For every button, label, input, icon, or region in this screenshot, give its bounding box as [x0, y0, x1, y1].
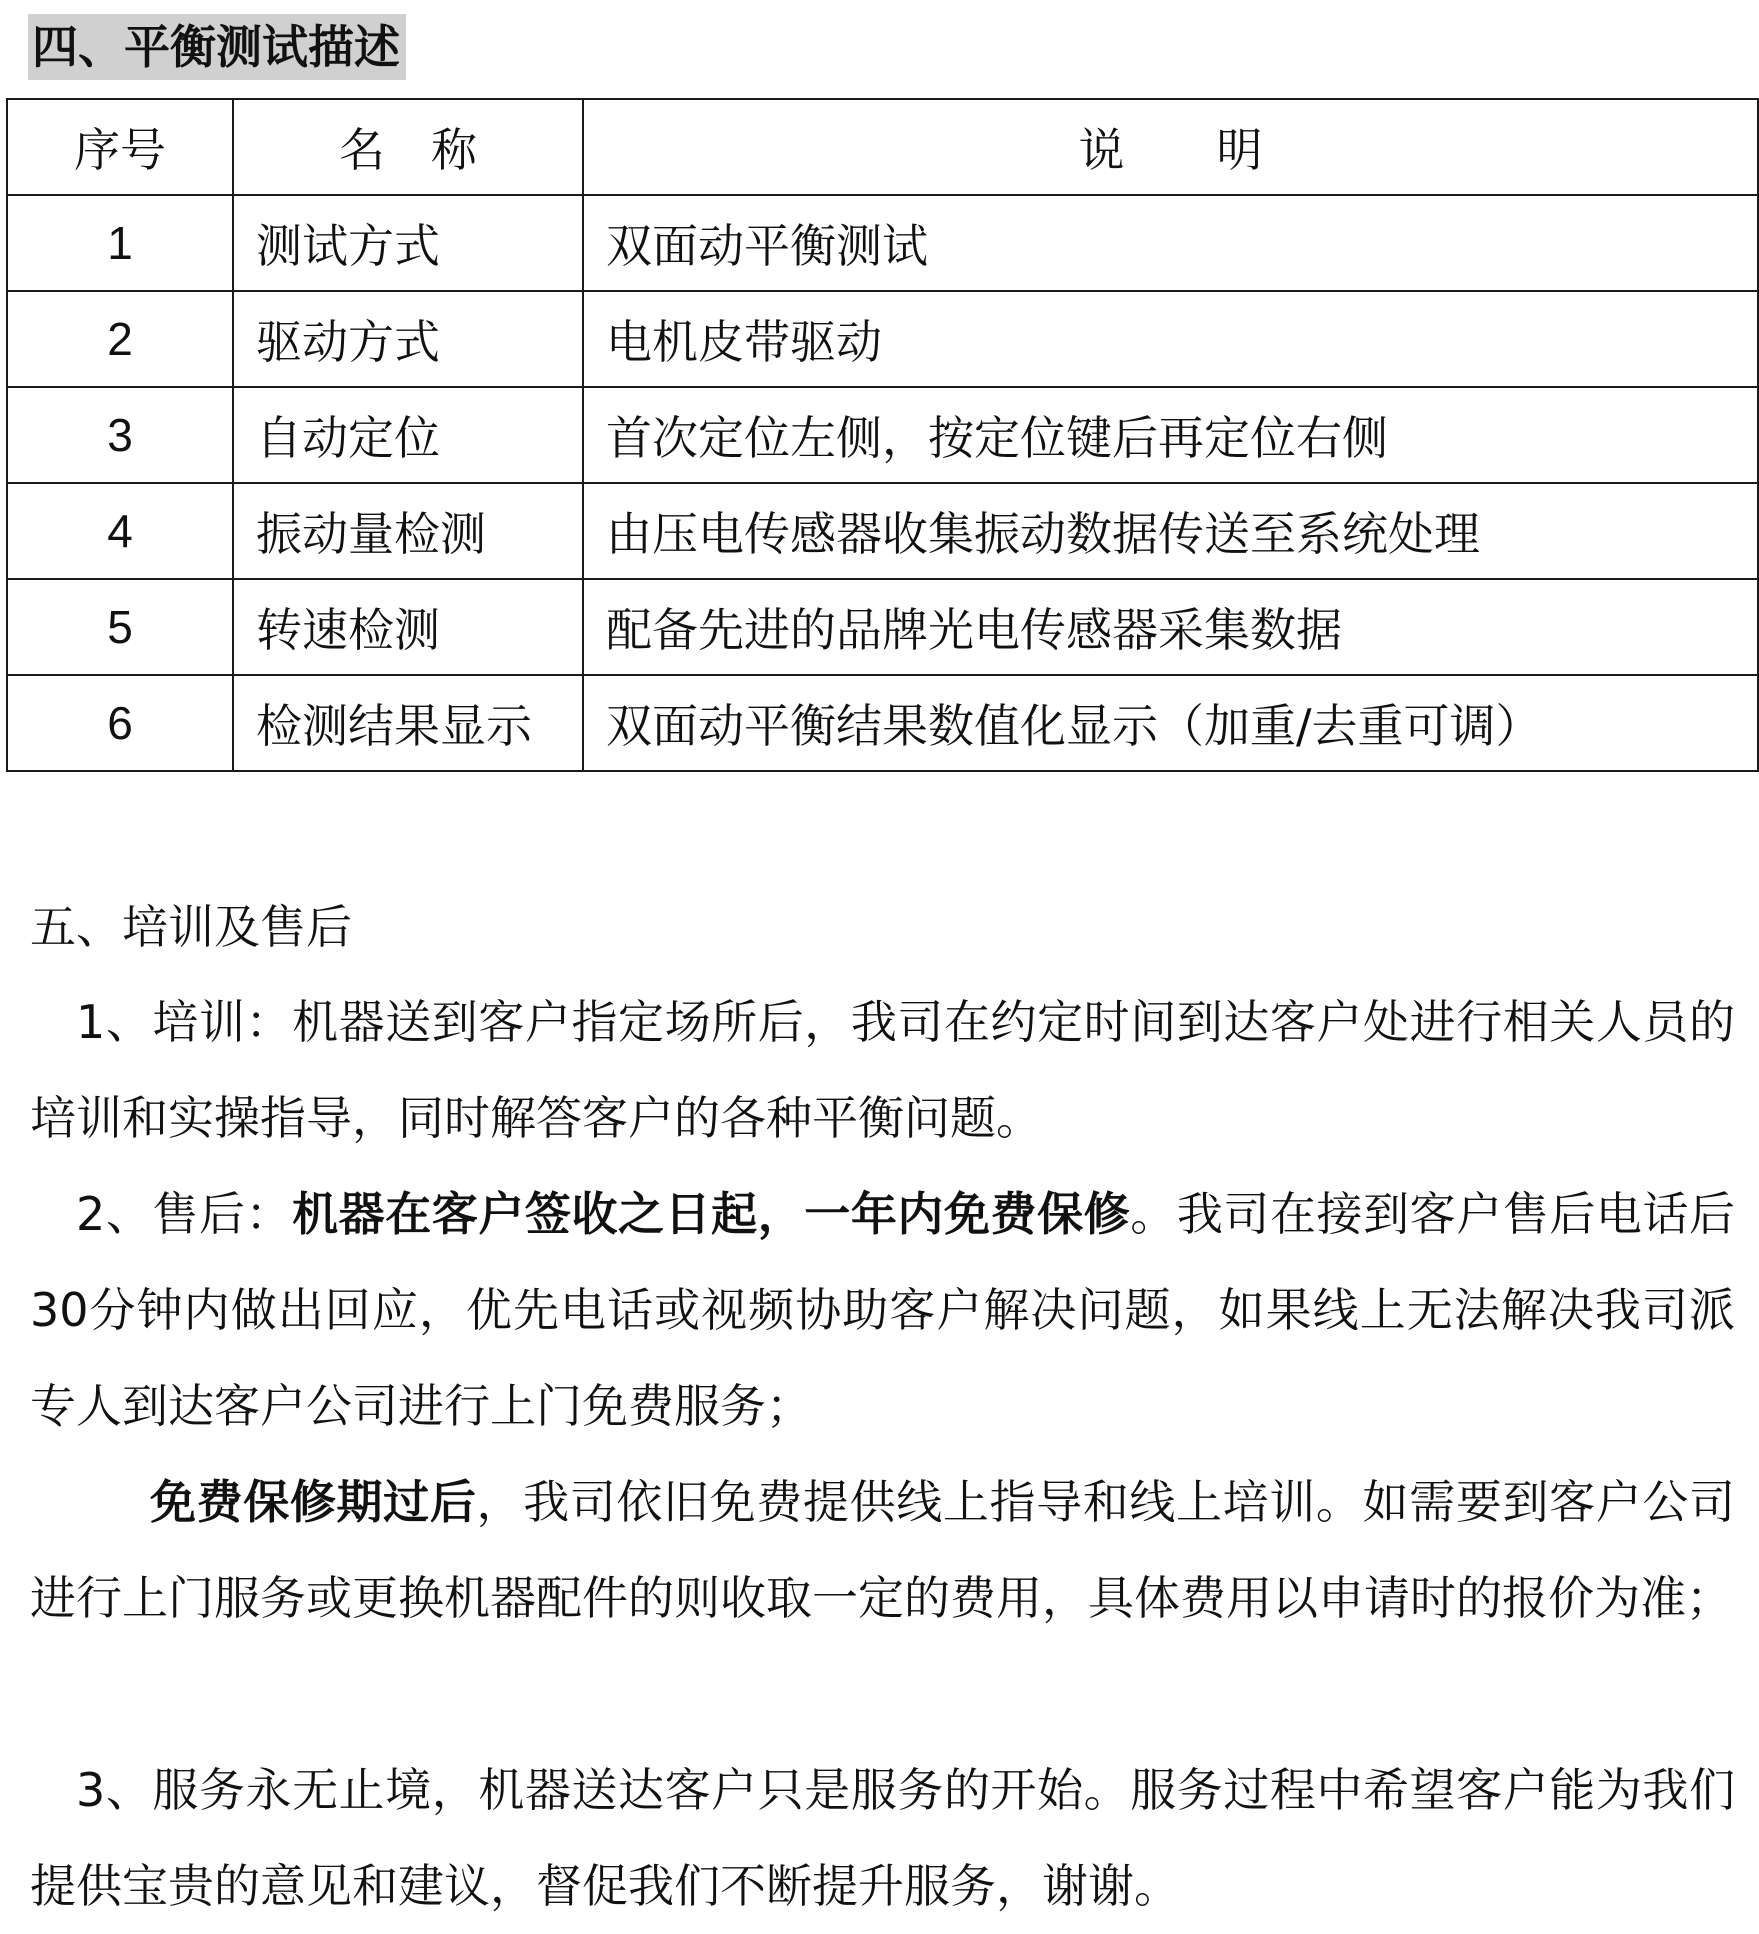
- table-row: [7, 195, 1758, 291]
- after-sales-paragraph: [30, 1166, 1735, 1454]
- row-number: 3: [7, 387, 233, 483]
- row-number: 6: [7, 675, 233, 771]
- row-number: 4: [7, 483, 233, 579]
- row-number: 1: [7, 195, 233, 291]
- row-description: 双面动平衡结果数值化显示（加重/去重可调）: [583, 675, 1758, 771]
- column-header-name: 名 称: [233, 99, 583, 195]
- post-warranty-body: ，我司依旧免费提供线上指导和线上培训。如需要到客户公司进行上门服务或更换机器配件的则收取一定的费用，具体费用以申请时的报价为准；: [30, 1475, 1736, 1625]
- after-sales-prefix: 2、售后：: [76, 1187, 293, 1241]
- post-warranty-paragraph: [30, 1454, 1735, 1646]
- table-row: [7, 675, 1758, 771]
- table-row: [7, 483, 1758, 579]
- row-name: 驱动方式: [233, 291, 583, 387]
- column-header-description: 说 明: [583, 99, 1758, 195]
- table-row: [7, 579, 1758, 675]
- row-number: 5: [7, 579, 233, 675]
- row-description: 双面动平衡测试: [583, 195, 1758, 291]
- section-4-title: 四、平衡测试描述: [28, 14, 406, 80]
- table-row: [7, 291, 1758, 387]
- row-name: 检测结果显示: [233, 675, 583, 771]
- post-warranty-highlight: 免费保修期过后: [150, 1475, 477, 1529]
- training-paragraph: 1、培训：机器送到客户指定场所后，我司在约定时间到达客户处进行相关人员的培训和实操指导，同时解答客户的各种平衡问题。: [30, 995, 1735, 1145]
- row-name: 转速检测: [233, 579, 583, 675]
- service-paragraph: 3、服务永无止境，机器送达客户只是服务的开始。服务过程中希望客户能为我们提供宝贵的意见和建议，督促我们不断提升服务，谢谢。: [30, 1763, 1735, 1913]
- table-row: [7, 387, 1758, 483]
- column-header-number: 序号: [7, 99, 233, 195]
- row-description: 由压电传感器收集振动数据传送至系统处理: [583, 483, 1758, 579]
- after-sales-body: 。我司在接到客户售后电话后30分钟内做出回应，优先电话或视频协助客户解决问题，如果线上无法解决我司派专人到达客户公司进行上门免费服务；: [30, 1187, 1736, 1433]
- warranty-highlight: 机器在客户签收之日起，一年内免费保修: [292, 1187, 1131, 1241]
- section-5-title: 五、培训及售后: [30, 900, 352, 954]
- row-description: 电机皮带驱动: [583, 291, 1758, 387]
- row-name: 自动定位: [233, 387, 583, 483]
- balance-test-table: [6, 98, 1759, 772]
- row-name: 振动量检测: [233, 483, 583, 579]
- row-number: 2: [7, 291, 233, 387]
- row-name: 测试方式: [233, 195, 583, 291]
- row-description: 首次定位左侧，按定位键后再定位右侧: [583, 387, 1758, 483]
- table-header-row: [7, 99, 1758, 195]
- row-description: 配备先进的品牌光电传感器采集数据: [583, 579, 1758, 675]
